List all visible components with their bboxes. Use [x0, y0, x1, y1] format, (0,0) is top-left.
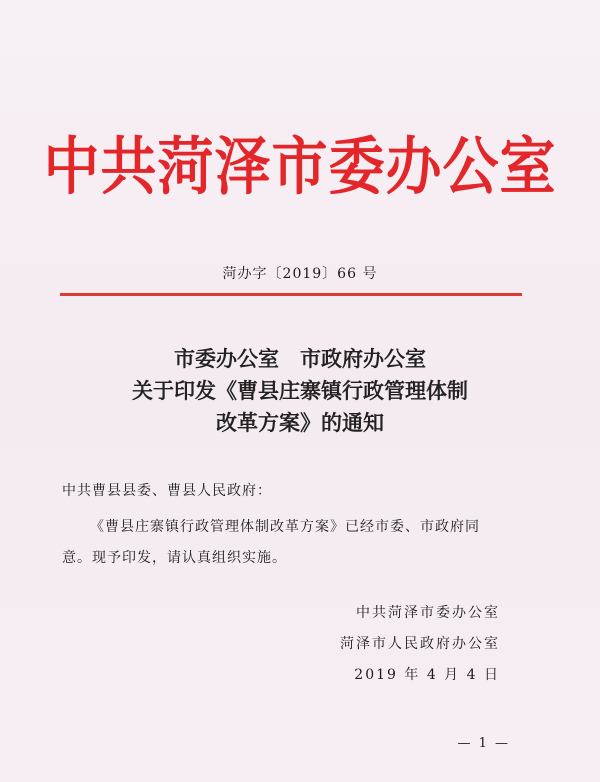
- recipient-line: 中共曹县县委、曹县人民政府：: [62, 483, 272, 499]
- body-paragraph: [62, 512, 542, 574]
- issuer-2: 菏泽市人民政府办公室: [340, 636, 500, 652]
- document-number: 菏办字〔2019〕66 号: [222, 266, 378, 282]
- red-divider-line: [60, 293, 522, 296]
- issuer-1: 中共菏泽市委办公室: [356, 605, 500, 621]
- body-line-2: 意。现予印发，请认真组织实施。: [62, 550, 287, 566]
- document-title: [0, 343, 600, 439]
- signature-block: [340, 598, 500, 691]
- issue-date: 2019 年 4 月 4 日: [354, 667, 500, 683]
- title-line-1: 市委办公室 市政府办公室: [174, 346, 426, 371]
- issuing-office-header: 中共菏泽市委办公室: [43, 131, 557, 204]
- title-line-2: 关于印发《曹县庄寨镇行政管理体制: [132, 378, 468, 403]
- page-number: — 1 —: [457, 736, 510, 751]
- title-line-3: 改革方案》的通知: [216, 410, 384, 435]
- body-line-1: 《曹县庄寨镇行政管理体制改革方案》已经市委、市政府同: [90, 519, 480, 535]
